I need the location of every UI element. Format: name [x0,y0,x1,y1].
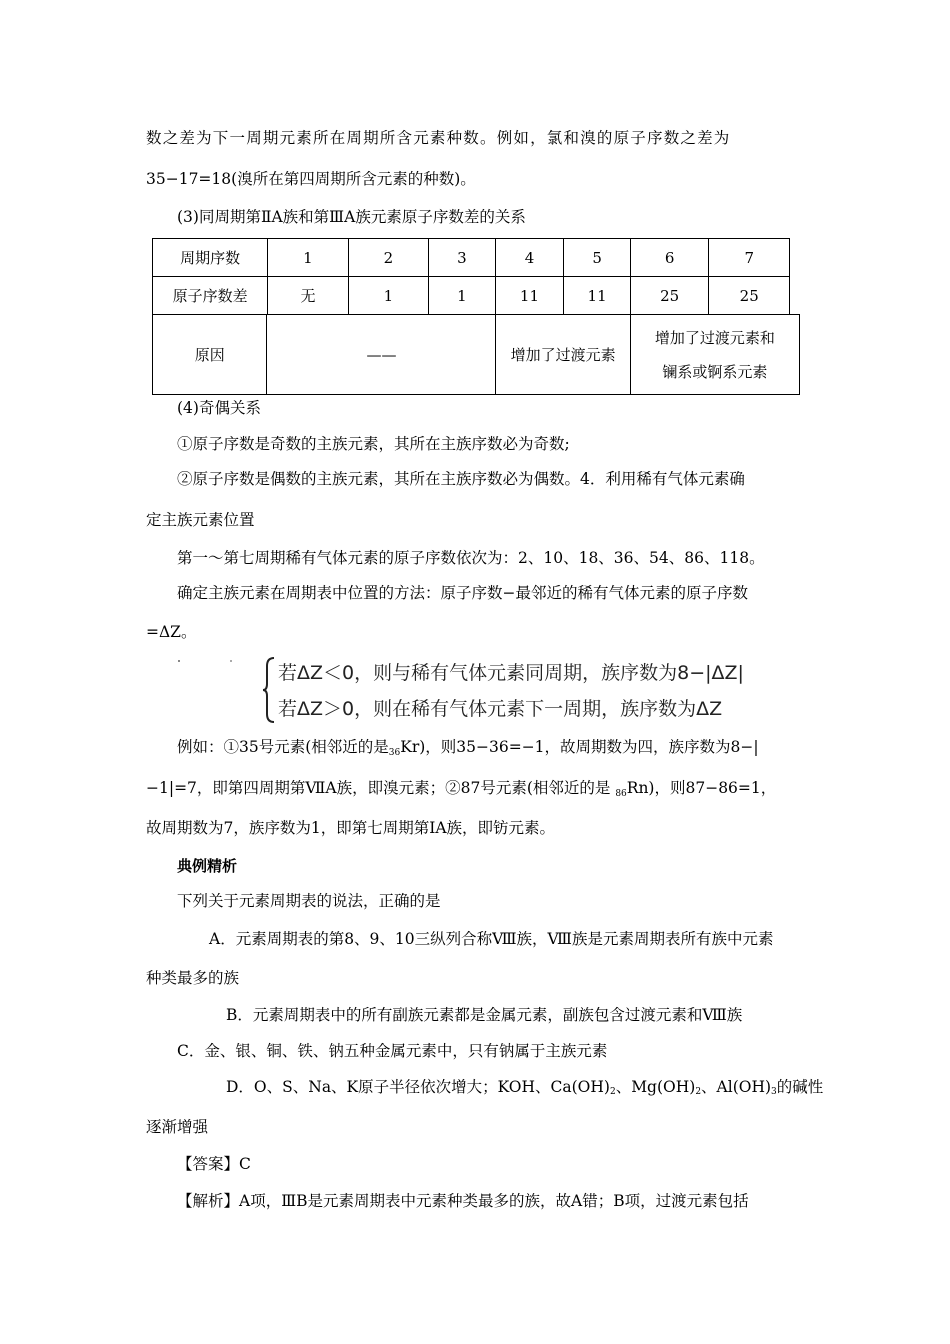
text-line: 数之差为下一周期元素所在周期所含元素种数。例如，氯和溴的原子序数之差为 [146,129,731,147]
text-span: 、Mg(OH) [615,1078,696,1096]
text-span: D．O、S、Na、K原子半径依次增大；KOH、Ca(OH) [226,1078,610,1096]
answer-label: 【答案】 [177,1155,240,1173]
table-cell: 1 [348,277,428,315]
table-cell: 2 [348,239,428,277]
answer-line [177,1153,251,1175]
delta-z-formula [262,654,792,726]
table-cell: 25 [709,277,790,315]
formula-case-positive: 若ΔZ＞0，则在稀有气体元素下一周期，族序数为ΔZ [278,698,723,720]
text-span: 例如：①35号元素(相邻近的是 [177,738,389,756]
table-cell: 无 [268,277,348,315]
table-cell: —— [267,315,496,395]
answer-value: C [239,1155,251,1173]
table-cell: 1 [268,239,348,277]
text-line: ①原子序数是奇数的主族元素，其所在主族序数必为奇数; [177,435,570,453]
atomic-number-difference-table [152,238,790,315]
subscript: 3 [771,1087,777,1097]
option-d-cont: 逐渐增强 [146,1118,209,1136]
table-cell: 25 [630,277,709,315]
explanation-text: A项，ⅢB是元素周期表中元素种类最多的族，故A错；B项，过渡元素包括 [239,1192,749,1210]
question-text: 下列关于元素周期表的说法，正确的是 [177,892,441,910]
table-cell: 6 [630,239,709,277]
table-header-cell: 原子序数差 [153,277,268,315]
text-line [146,777,776,805]
text-line: 故周期数为7，族序数为1，即第七周期第ⅠA族，即钫元素。 [146,819,556,837]
text-line: 第一～第七周期稀有气体元素的原子序数依次为：2、10、18、36、54、86、118。 [177,549,765,567]
left-brace-icon [262,656,276,724]
text-span: 、Al(OH) [701,1078,772,1096]
subscript: 2 [609,1087,616,1097]
table-cell: 11 [495,277,564,315]
table-header-cell: 原因 [153,315,267,395]
explanation-line [177,1190,749,1212]
table-cell: 7 [709,239,790,277]
formula-case-negative: 若ΔZ＜0，则与稀有气体元素同周期，族序数为8−|ΔZ| [278,662,744,684]
table-cell-line: 增加了过渡元素和 [654,328,775,347]
option-b: B．元素周期表中的所有副族元素都是金属元素，副族包含过渡元素和Ⅷ族 [226,1006,743,1024]
table-cell: 5 [564,239,631,277]
text-line: 确定主族元素在周期表中位置的方法：原子序数−最邻近的稀有气体元素的原子序数 [177,584,748,602]
text-span: Rn)，则87−86=1， [626,779,777,797]
table-cell [630,315,799,395]
table-cell: 1 [429,277,496,315]
explanation-label: 【解析】 [177,1192,240,1210]
reason-row-table [152,314,800,395]
text-line [177,736,759,764]
text-line: 定主族元素位置 [146,511,255,529]
table-cell: 4 [495,239,564,277]
option-a-cont: 种类最多的族 [146,969,240,987]
subscript: 2 [695,1087,702,1097]
text-line: ②原子序数是偶数的主族元素，其所在主族序数必为偶数。4．利用稀有气体元素确 [177,470,745,488]
text-line: =ΔZ。 [146,623,197,641]
subscript: 36 [388,748,401,758]
option-d [226,1076,823,1103]
table-cell: 3 [429,239,496,277]
text-line: (3)同周期第ⅡA族和第ⅢA族元素原子序数差的关系 [177,208,526,226]
table-cell-line: 镧系或锕系元素 [662,362,768,381]
text-line: (4)奇偶关系 [177,399,261,417]
section-heading: 典例精析 [177,857,238,875]
subscript: 86 [615,789,627,799]
text-span: 的碱性 [776,1078,824,1096]
table-cell: 增加了过渡元素 [496,315,630,395]
text-span: −1|=7，即第四周期第ⅦA族，即溴元素；②87号元素(相邻近的是 [146,779,616,797]
option-a: A．元素周期表的第8、9、10三纵列合称Ⅷ族，Ⅷ族是元素周期表所有族中元素 [209,930,774,948]
table-cell: 11 [564,277,631,315]
option-c: C．金、银、铜、铁、钠五种金属元素中，只有钠属于主族元素 [177,1042,608,1060]
scan-speck [230,660,232,662]
scan-speck [178,660,180,662]
table-header-cell: 周期序数 [153,239,268,277]
text-span: Kr)，则35−36=−1，故周期数为四，族序数为8−| [400,738,759,756]
text-line: 35−17=18(溴所在第四周期所含元素的种数)。 [146,170,476,188]
